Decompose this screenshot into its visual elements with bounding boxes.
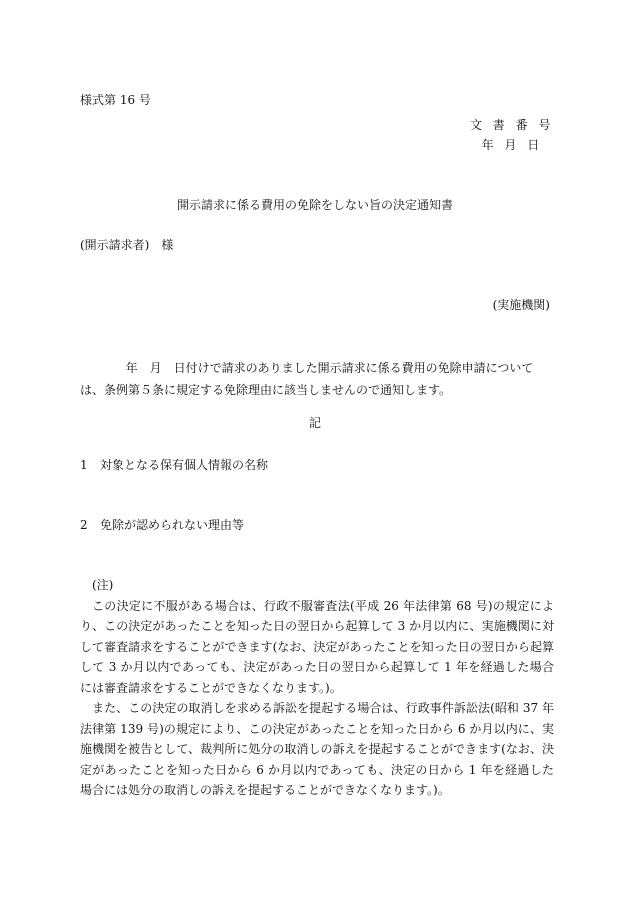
- item-number: 2: [80, 518, 88, 532]
- document-title: 開示請求に係る費用の免除をしない旨の決定通知書: [176, 198, 453, 212]
- document-date: 年月日: [481, 138, 550, 152]
- item-number: 1: [80, 458, 88, 472]
- item-label: 対象となる保有個人情報の名称: [100, 458, 269, 472]
- document-number: 文書番号: [470, 118, 562, 132]
- item-reason: [80, 517, 244, 533]
- addressee: (開示請求者) 様: [80, 238, 174, 252]
- item-target-info: [80, 457, 268, 473]
- note-heading: (注): [92, 578, 114, 592]
- note-paragraph: この決定に不服がある場合は、行政不服審査法(平成 26 年法律第 68 号)の規定により、この決定があったことを知った日の翌日から起算して 3 か月以内に、実施機関に対して審査請求をすることができます(なお、決定があったことを知った日の翌日から起算して 3 か月以内であっても、決定があった日の翌日から起算して 1 年を経過した場合には審査請求をすることができなくなります。)。: [80, 598, 554, 695]
- note-section: [80, 575, 554, 801]
- notice-paragraph: 年 月 日付けで請求のありました開示請求に係る費用の免除申請については、条例第５条に規定する免除理由に該当しませんので通知します。: [80, 361, 534, 397]
- note-paragraph: また、この決定の取消しを求める訴訟を提起する場合は、行政事件訴訟法(昭和 37 年法律第 139 号)の規定により、この決定があったことを知った日から 6 か月以内に、実施機関を被告として、裁判所に処分の取消しの訴えを提起することができます(なお、決定があったことを知った日から 6 か月以内であっても、決定の日から 1 年を経過した場合には処分の取消しの訴えを提起することができなくなります。)。: [80, 701, 554, 797]
- ki-label: 記: [308, 416, 321, 430]
- form-number: 様式第 16 号: [80, 93, 151, 107]
- item-label: 免除が認められない理由等: [100, 518, 245, 532]
- notice-body: [80, 357, 554, 401]
- implementing-agency: (実施機関): [492, 298, 550, 312]
